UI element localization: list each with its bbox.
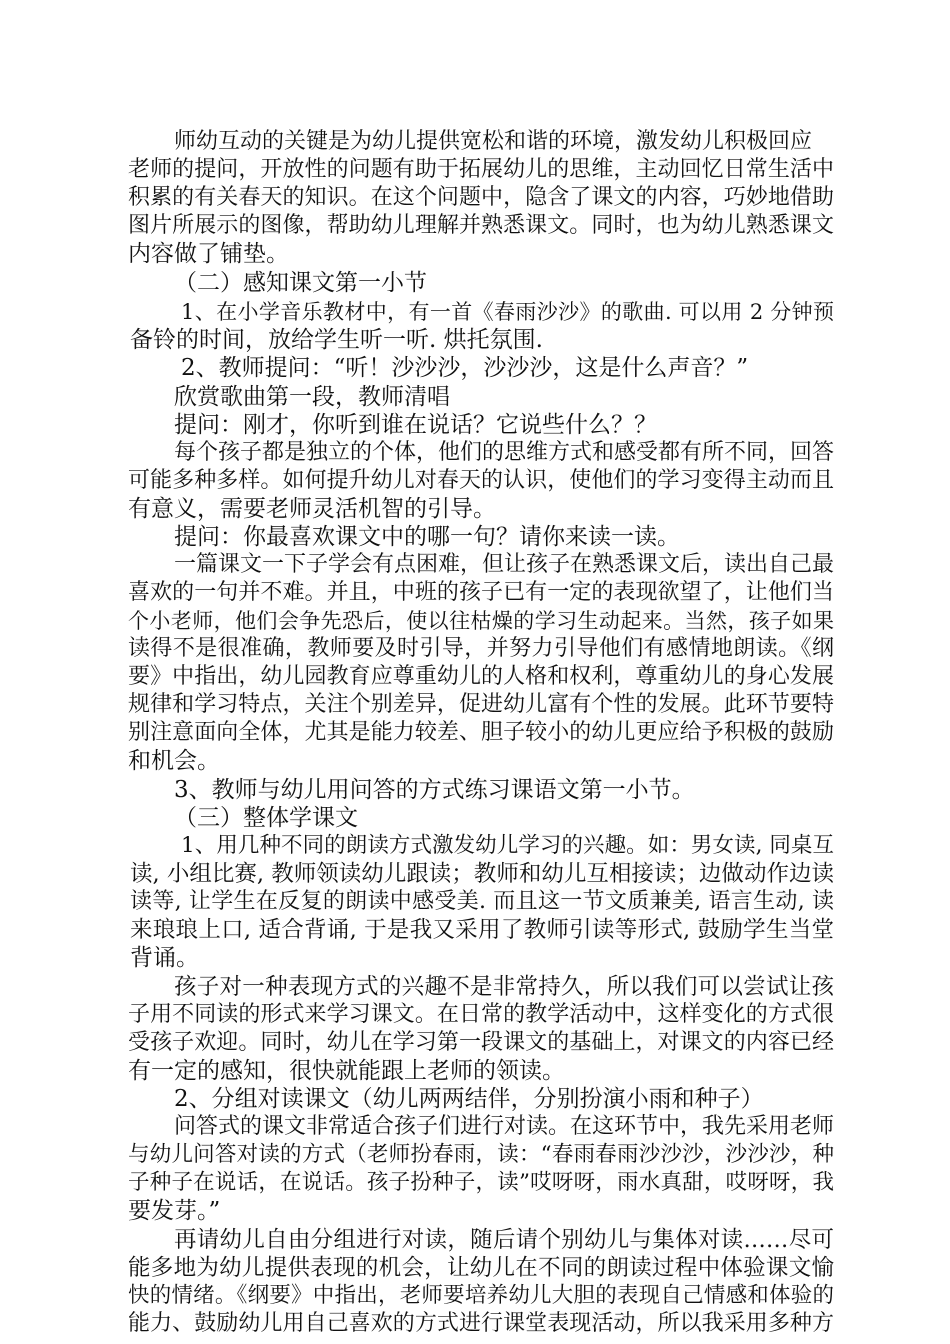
text-line: 提问：刚才，你听到谁在说话？它说些什么？？: [174, 412, 657, 438]
text-line: 喜欢的一句并不难。并且，中班的孩子已有一定的表现欲望了，让他们当: [128, 580, 834, 605]
text-line: 内容做了铺垫。: [128, 241, 289, 267]
text-line: 受孩子欢迎。同时，幼儿在学习第一段课文的基础上，对课文的内容已经: [128, 1030, 834, 1055]
text-line: 能力、鼓励幼儿用自己喜欢的方式进行课堂表现活动，所以我采用多种方: [128, 1311, 834, 1336]
text-line: 有一定的感知，很快就能跟上老师的领读。: [128, 1058, 565, 1084]
text-line: 老师的提问，开放性的问题有助于拓展幼儿的思维，主动回忆日常生活中: [128, 157, 834, 182]
text-line: 问答式的课文非常适合孩子们进行对读。在这环节中，我先采用老师: [174, 1114, 835, 1139]
text-line: 有意义，需要老师灵活机智的引导。: [128, 496, 496, 522]
text-line: 子用不同读的形式来学习课文。在日常的教学活动中，这样变化的方式很: [128, 1002, 834, 1027]
section-heading: （二）感知课文第一小节: [174, 270, 427, 296]
text-line: 读得不是很准确，教师要及时引导，并努力引导他们有感情地朗读。《纲: [128, 636, 834, 661]
text-line: 能多地为幼儿提供表现的机会，让幼儿在不同的朗读过程中体验课文愉: [128, 1255, 834, 1281]
text-line: 个小老师，他们会争先恐后，使以往枯燥的学习生动起来。当然，孩子如果: [128, 609, 834, 633]
text-line: 师幼互动的关键是为幼儿提供宽松和谐的环境，激发幼儿积极回应: [174, 129, 813, 154]
text-line: 背诵。: [130, 945, 199, 971]
text-line: 要》中指出，幼儿园教育应尊重幼儿的人格和权利，尊重幼儿的身心发展: [128, 664, 834, 689]
text-line: 和机会。: [128, 748, 220, 774]
text-line: 积累的有关春天的知识。在这个问题中，隐含了课文的内容，巧妙地借助: [128, 185, 834, 210]
text-line: 欣赏歌曲第一段，教师清唱: [174, 384, 450, 410]
text-line: 1、在小学音乐教材中，有一首《春雨沙沙》的歌曲. 可以用 2 分钟预: [181, 300, 834, 324]
text-line: 来琅琅上口, 适合背诵, 于是我又采用了教师引读等形式, 鼓励学生当堂: [130, 917, 834, 943]
text-line: 备铃的时间，放给学生听一听. 烘托氛围.: [130, 327, 543, 353]
section-heading: （三）整体学课文: [174, 805, 358, 831]
text-line: 一篇课文一下子学会有点困难，但让孩子在熟悉课文后，读出自己最: [174, 552, 835, 577]
text-line: 3、教师与幼儿用问答的方式练习课语文第一小节。: [174, 777, 695, 803]
text-line: 1、用几种不同的朗读方式激发幼儿学习的兴趣。如：男女读, 同桌互: [181, 833, 834, 858]
text-line: 提问：你最喜欢课文中的哪一句？请你来读一读。: [174, 524, 680, 550]
text-line: 图片所展示的图像，帮助幼儿理解并熟悉课文。同时，也为幼儿熟悉课文: [128, 213, 834, 238]
text-line: 别注意面向全体，尤其是能力较差、胆子较小的幼儿更应给予积极的鼓励: [128, 720, 834, 745]
text-line: 与幼儿问答对读的方式（老师扮春雨，读：“春雨春雨沙沙沙，沙沙沙，种: [128, 1142, 834, 1167]
text-line: 再请幼儿自由分组进行对读，随后请个别幼儿与集体对读……尽可: [174, 1227, 834, 1253]
text-line: 孩子对一种表现方式的兴趣不是非常持久，所以我们可以尝试让孩: [174, 974, 834, 1000]
text-line: 读, 小组比赛, 教师领读幼儿跟读；教师和幼儿互相接读；边做动作边读: [130, 861, 834, 887]
text-line: 可能多种多样。如何提升幼儿对春天的认识，使他们的学习变得主动而且: [128, 468, 834, 493]
text-line: 2、教师提问：“听！沙沙沙，沙沙沙，这是什么声音？”: [181, 355, 749, 381]
text-line: 每个孩子都是独立的个体，他们的思维方式和感受都有所不同，回答: [174, 440, 835, 465]
text-line: 子种子在说话，在说话。孩子扮种子，读”哎呀呀，雨水真甜，哎呀呀，我: [128, 1170, 834, 1195]
text-line: 要发芽。”: [128, 1198, 221, 1224]
text-line: 规律和学习特点，关注个别差异，促进幼儿富有个性的发展。此环节要特: [128, 692, 834, 717]
text-line: 读等, 让学生在反复的朗读中感受美. 而且这一节文质兼美, 语言生动, 读: [130, 889, 834, 914]
text-line: 快的情绪。《纲要》中指出，老师要培养幼儿大胆的表现自己情感和体验的: [128, 1283, 834, 1308]
text-line: 2、分组对读课文（幼儿两两结伴，分别扮演小雨和种子）: [174, 1086, 764, 1112]
